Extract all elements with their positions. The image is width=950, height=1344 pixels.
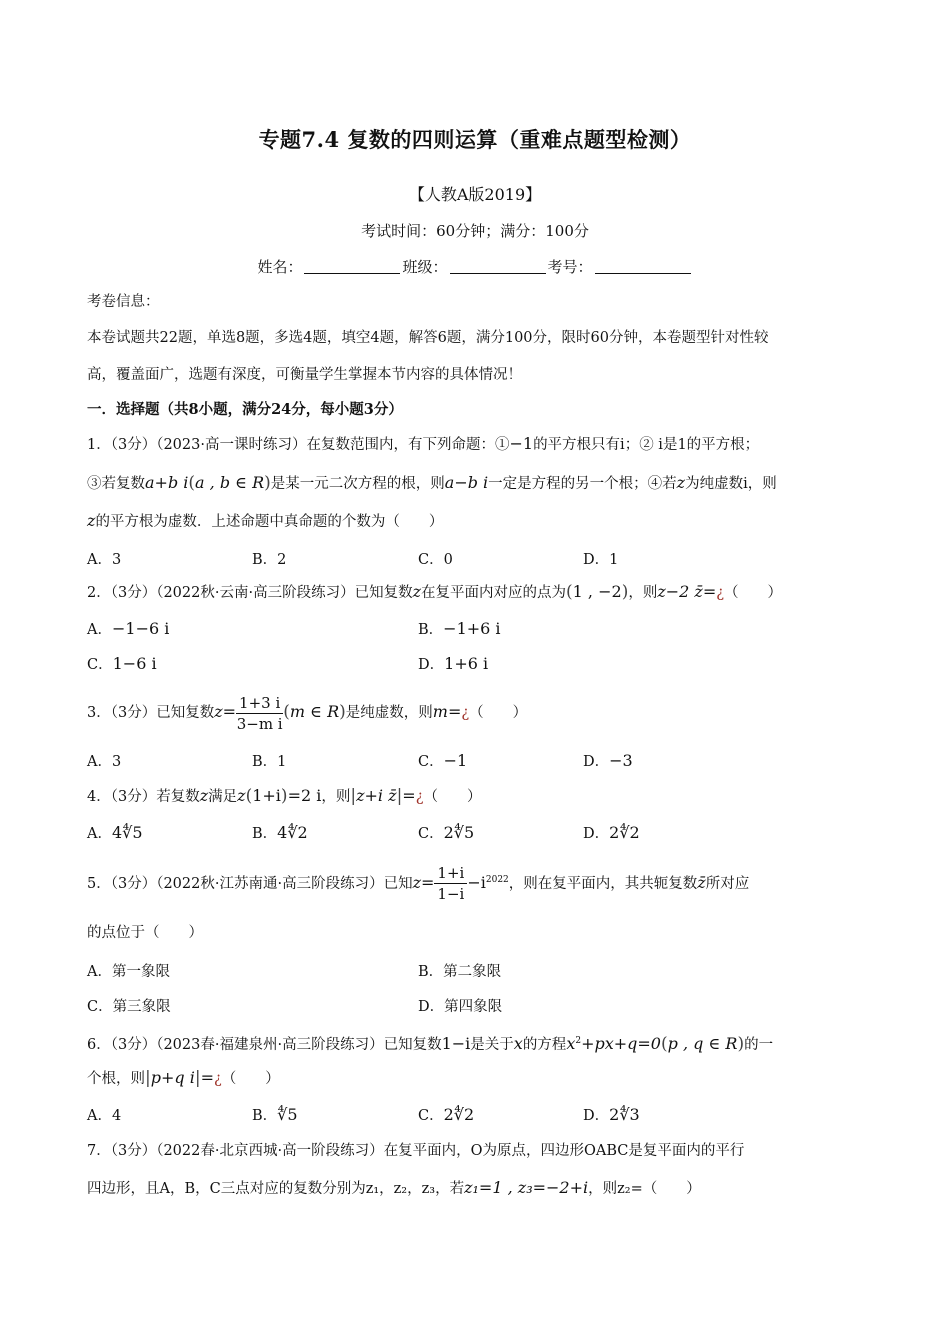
q1-math: z xyxy=(87,511,96,530)
q3-text: （ ） xyxy=(469,705,528,721)
q2-option-c: C．1−6 i xyxy=(87,654,157,673)
q1-line-1 xyxy=(87,434,867,455)
q6-math: p , q ∈ R xyxy=(667,1033,738,1053)
q1-line-2: ③若复数a+b i(a , b ∈ R)是某一元二次方程的根，则a−b i一定是方程的另一个根；④若z为纯虚数i，则 xyxy=(87,473,777,493)
q1-text: 为纯虚数i，则 xyxy=(685,476,777,492)
q1-text: 1．（3分）（2023·高一课时练习）在复数范围内，有下列命题：① xyxy=(87,437,510,453)
q1-math: z xyxy=(676,473,686,492)
q7-text: 四边形，且A，B，C三点对应的复数分别为z₁，z₂，z₃，若 xyxy=(87,1181,465,1197)
class-blank xyxy=(450,259,546,274)
q5-line-2: 的点位于（ ） xyxy=(87,925,203,941)
q1-line-3 xyxy=(87,511,867,532)
q5-text: 所对应 xyxy=(705,875,750,892)
q2-glyph: ¿ xyxy=(716,585,725,601)
q6-text: 的一 xyxy=(744,1036,774,1053)
q4-option-b: B．4∜2 xyxy=(252,823,308,842)
q1-text: 的平方根为虚数．上述命题中真命题的个数为（ ） xyxy=(95,514,444,530)
class-label: 班级： xyxy=(402,258,448,276)
info-heading: 考卷信息： xyxy=(87,294,160,310)
q4-option-d: D．2∜2 xyxy=(583,823,640,842)
q4-option-c: C．2∜5 xyxy=(418,823,475,842)
q6-text: 的方程 xyxy=(522,1036,567,1053)
name-blank xyxy=(304,259,400,274)
q1-option-d: D．1 xyxy=(583,552,619,568)
q6-math: = xyxy=(200,1068,214,1087)
q1-text: 的平方根只有i；② i是1的平方根； xyxy=(533,437,760,453)
q3-text: 是纯虚数，则 xyxy=(345,705,433,721)
edition-label: 【人教A版2019】 xyxy=(408,185,542,204)
q6-math: p+q i xyxy=(150,1068,195,1087)
q4-line-1: 4．（3分）若复数z满足z(1+i)=2 i，则|z+i z̄|=¿（ ） xyxy=(87,786,482,806)
q5-option-b: B．第二象限 xyxy=(418,964,502,980)
name-label: 姓名： xyxy=(257,258,303,276)
q4-text: （ ） xyxy=(423,789,482,805)
q2-option-d: D．1+6 i xyxy=(418,654,489,673)
q1-math: a , b ∈ R xyxy=(195,473,265,492)
q1-text: ③若复数 xyxy=(87,476,145,492)
q4-math: z+i z̄ xyxy=(356,786,397,805)
q6-math: 1−i xyxy=(441,1033,471,1053)
q2-text: ，则 xyxy=(628,585,658,601)
q6-glyph: ¿ xyxy=(213,1071,222,1087)
q5-fraction: $\frac{1+i}{1-i}$ xyxy=(434,863,467,904)
q6-text: 个根，则 xyxy=(87,1071,145,1087)
q2-text: 在复平面内对应的点为 xyxy=(421,585,567,601)
q3-text: 3．（3分）已知复数 xyxy=(87,705,215,721)
q7-line-2 xyxy=(87,1178,867,1199)
q6-text: （ ） xyxy=(221,1071,280,1087)
q4-text: ，则 xyxy=(321,789,351,805)
q6-option-b: B．∜5 xyxy=(252,1105,298,1124)
id-blank xyxy=(595,259,691,274)
student-info-line xyxy=(0,256,950,277)
q2-option-a: A．−1−6 i xyxy=(87,619,170,638)
q3-math: z= xyxy=(214,702,237,721)
q5-math: z= xyxy=(412,872,435,892)
q2-option-b: B．−1+6 i xyxy=(418,619,501,638)
q6-math: x xyxy=(513,1033,523,1053)
q2-math: z xyxy=(412,582,422,601)
q3-option-d: D．−3 xyxy=(583,751,633,770)
q4-math: = xyxy=(402,786,416,805)
q6-math: +px+q=0 xyxy=(581,1033,661,1053)
q5-option-c: C．第三象限 xyxy=(87,999,171,1015)
q5-text: ，则在复平面内，其共轭复数 xyxy=(508,875,698,892)
section-heading: 一．选择题（共8小题，满分24分，每小题3分） xyxy=(87,401,403,418)
q5-math: z̄ xyxy=(697,872,706,892)
q5-text: 5．（3分）（2022秋·江苏南通·高三阶段练习）已知 xyxy=(87,875,413,892)
q5-option-d: D．第四象限 xyxy=(418,999,503,1015)
q1-option-c: C．0 xyxy=(418,552,453,568)
q3-math: m ∈ R xyxy=(289,702,340,721)
q3-option-b: B．1 xyxy=(252,754,287,770)
q6-option-c: C．2∜2 xyxy=(418,1105,475,1124)
exam-time-info: 考试时间：60分钟；满分：100分 xyxy=(361,222,589,240)
q1-text: 一定是方程的另一个根；④若 xyxy=(488,476,677,492)
q4-math: z xyxy=(237,786,246,805)
q5-math: −i xyxy=(467,872,486,892)
q7-text: ，则z₂=（ ） xyxy=(588,1181,701,1197)
q6-math: x xyxy=(566,1033,576,1053)
q3-glyph: ¿ xyxy=(461,705,470,721)
q7-math: z₁=1 , z₃=−2+i xyxy=(464,1178,589,1197)
id-label: 考号： xyxy=(547,258,593,276)
q1-option-a: A．3 xyxy=(87,552,122,568)
q2-text: （ ） xyxy=(724,585,783,601)
q3-line-1: 3．（3分）已知复数z= $\frac{1+3 i}{\text{3−m i}}$ (m ∈ R)是纯虚数，则m=¿（ ） xyxy=(87,693,528,733)
q7-line-1: 7．（3分）（2022春·北京西城·高一阶段练习）在复平面内，O为原点，四边形OABC是复平面内的平行 xyxy=(87,1143,745,1159)
q6-text: 是关于 xyxy=(470,1036,514,1053)
q2-math: 1 , −2 xyxy=(572,582,622,601)
q1-text: 是某一元二次方程的根，则 xyxy=(270,476,445,492)
q6-line-1: 6．（3分）（2023春·福建泉州·高三阶段练习）已知复数1−i是关于x的方程$x^2+px+q=0(p$ , q ∈ R)的一 xyxy=(87,1033,774,1054)
q5-line-1 xyxy=(87,858,867,902)
q5-exponent: 2022 xyxy=(485,875,509,885)
q4-option-a: A．4∜5 xyxy=(87,823,143,842)
q4-math: 1+i xyxy=(252,786,281,805)
q3-fraction: $\frac{1+3 i}{\text{3−m i}}$ xyxy=(236,693,283,733)
q1-math: a−b i xyxy=(444,473,489,492)
q6-option-d: D．2∜3 xyxy=(583,1105,640,1124)
q1-math: −1 xyxy=(509,434,534,453)
q2-text: 2．（3分）（2022秋·云南·高三阶段练习）已知复数 xyxy=(87,585,413,601)
q3-option-a: A．3 xyxy=(87,754,122,770)
q2-math: z−2 z̄= xyxy=(657,582,717,601)
q2-line-1: 2．（3分）（2022秋·云南·高三阶段练习）已知复数z在复平面内对应的点为(1 , −2)，则z−2 z̄=¿（ ） xyxy=(87,582,783,602)
q4-glyph: ¿ xyxy=(415,789,424,805)
q4-math: =2 i xyxy=(287,786,322,805)
q5-option-a: A．第一象限 xyxy=(87,964,170,980)
q4-math: z xyxy=(199,786,209,805)
q6-exponent: 2 xyxy=(575,1036,582,1046)
info-line-2: 高，覆盖面广，选题有深度，可衡量学生掌握本节内容的具体情况！ xyxy=(87,367,522,383)
q6-text: 6．（3分）（2023春·福建泉州·高三阶段练习）已知复数 xyxy=(87,1036,442,1053)
page-title: 专题7.4 复数的四则运算（重难点题型检测） xyxy=(258,127,692,152)
q6-option-a: A．4 xyxy=(87,1108,122,1124)
q3-math: m= xyxy=(432,702,462,721)
q4-text: 满足 xyxy=(208,789,238,805)
info-line-1: 本卷试题共22题，单选8题，多选4题，填空4题，解答6题，满分100分，限时60分钟，本卷题型针对性较 xyxy=(87,330,769,346)
q6-line-2: 个根，则|p+q i|=¿（ ） xyxy=(87,1068,280,1088)
q4-text: 4．（3分）若复数 xyxy=(87,789,200,805)
q1-option-b: B．2 xyxy=(252,552,287,568)
q3-option-c: C．−1 xyxy=(418,751,468,770)
q1-math: a+b i xyxy=(145,473,189,492)
